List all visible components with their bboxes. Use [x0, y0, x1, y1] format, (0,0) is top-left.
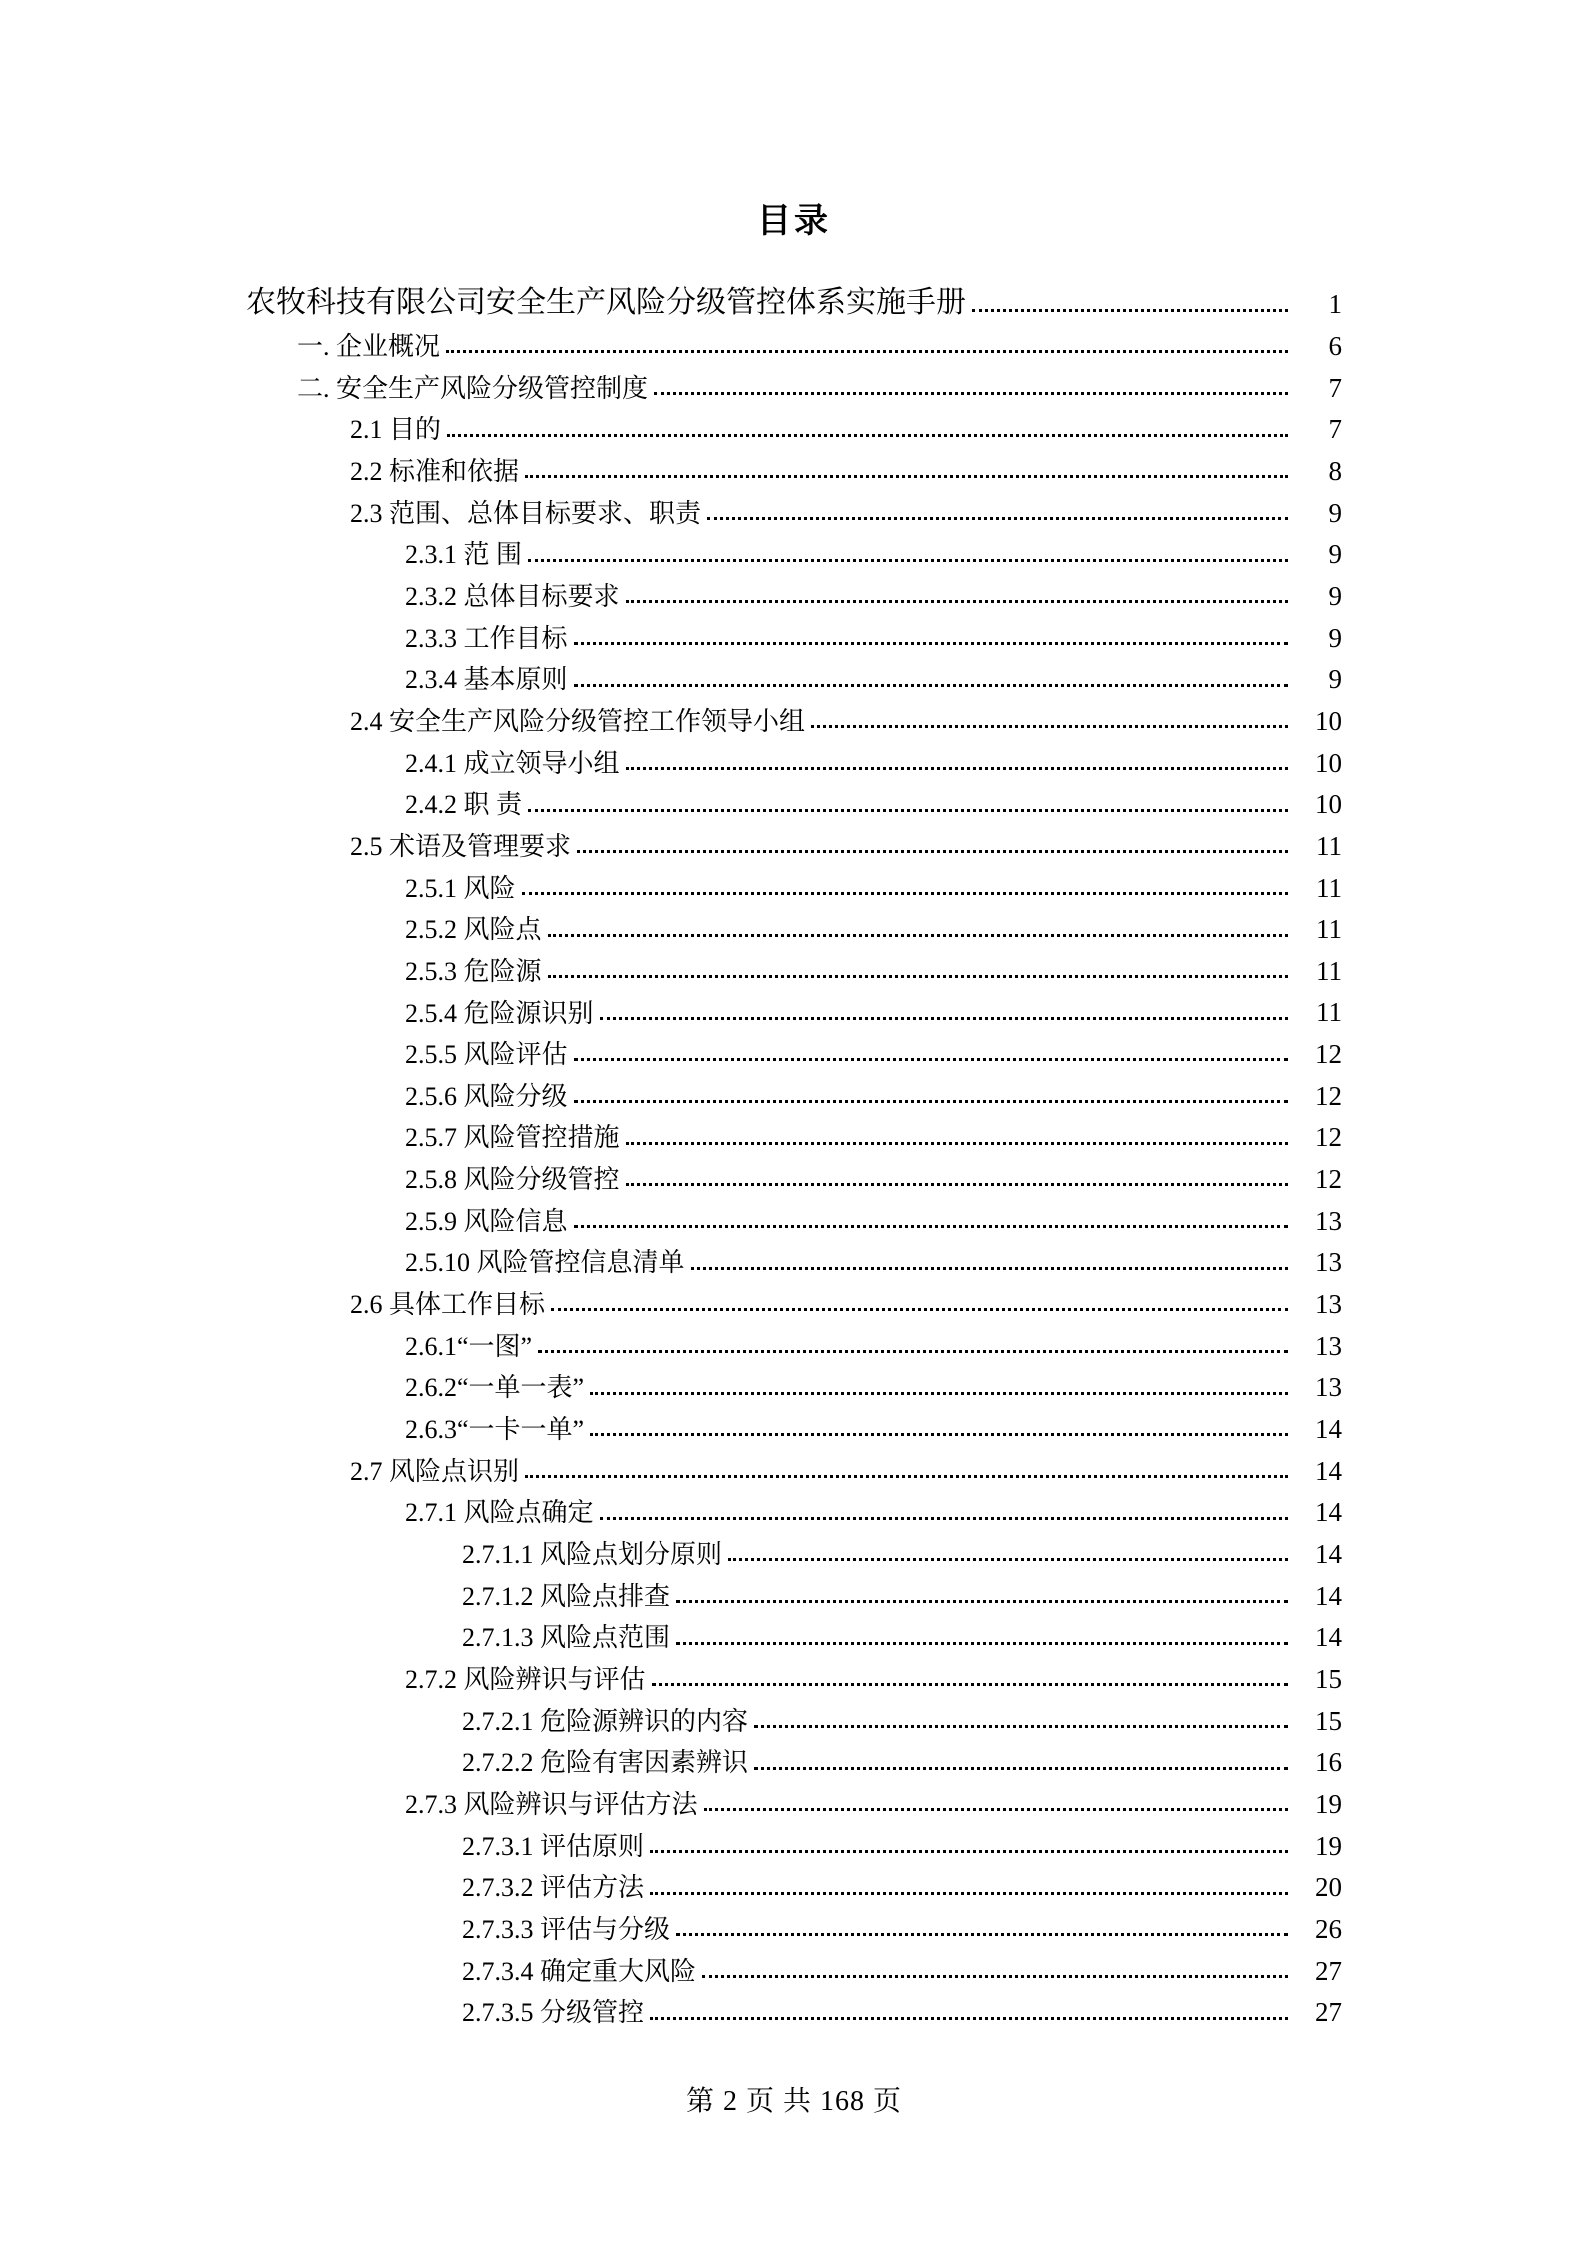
toc-entry-label: 2.1 目的: [350, 415, 442, 445]
dot-leader: [525, 475, 1288, 478]
dot-leader: [600, 1017, 1288, 1020]
toc-entry-label: 2.6 具体工作目标: [350, 1290, 546, 1320]
dot-leader: [676, 1642, 1288, 1645]
toc-entry-page: 9: [1328, 497, 1342, 528]
toc-entry-page: 15: [1315, 1663, 1342, 1694]
toc-entry-page: 13: [1315, 1205, 1342, 1236]
toc-entry: [246, 1235, 1342, 1277]
toc-entry-label: 2.5.8 风险分级管控: [405, 1165, 620, 1195]
dot-leader: [702, 1975, 1288, 1978]
toc-entry-label: 2.5.1 风险: [405, 873, 516, 903]
toc-entry-label: 二. 安全生产风险分级管控制度: [297, 373, 649, 403]
toc-entry: [246, 1860, 1342, 1902]
dot-leader: [574, 1225, 1288, 1228]
dot-leader: [704, 1808, 1288, 1811]
toc-entry-label: 2.4.2 职 责: [405, 790, 523, 820]
toc-entry-label: 2.3.3 工作目标: [405, 623, 568, 653]
toc-entry: [246, 1818, 1342, 1860]
toc-entry: [246, 777, 1342, 819]
toc-entry-page: 6: [1328, 330, 1342, 361]
toc-entry-page: 12: [1315, 1164, 1342, 1195]
toc-entry-page: 11: [1316, 830, 1342, 861]
toc-entry-label: 2.7.3 风险辨识与评估方法: [405, 1789, 698, 1819]
toc-entry-page: 7: [1328, 372, 1342, 403]
dot-leader: [525, 1475, 1288, 1478]
toc-entry-page: 7: [1328, 414, 1342, 445]
dot-leader: [574, 642, 1288, 645]
dot-leader: [548, 975, 1288, 978]
toc-entry: [246, 1277, 1342, 1319]
toc-entry-label: 2.6.2“一单一表”: [405, 1373, 585, 1403]
toc-entry-label: 2.5.7 风险管控措施: [405, 1123, 620, 1153]
dot-leader: [811, 725, 1288, 728]
toc-entry: [246, 1360, 1342, 1402]
toc-entry: [246, 1610, 1342, 1652]
toc-entry: [246, 1402, 1342, 1444]
toc-entry-label: 2.7.2.1 危险源辨识的内容: [462, 1706, 749, 1736]
toc-entry: [246, 1943, 1342, 1985]
toc-entry-page: 10: [1315, 705, 1342, 736]
dot-leader: [626, 1142, 1288, 1145]
toc-entry-page: 14: [1315, 1622, 1342, 1653]
toc-entry-page: 20: [1315, 1872, 1342, 1903]
toc-entry: [246, 985, 1342, 1027]
toc-entry: [246, 1318, 1342, 1360]
dot-leader: [707, 517, 1288, 520]
toc-entry: [246, 1110, 1342, 1152]
dot-leader: [676, 1933, 1288, 1936]
toc-entry: [246, 319, 1342, 361]
toc-entry: [246, 902, 1342, 944]
toc-entry-label: 2.7.3.1 评估原则: [462, 1831, 645, 1861]
toc-entry-page: 13: [1315, 1372, 1342, 1403]
dot-leader: [528, 809, 1288, 812]
toc-entry: [246, 1902, 1342, 1944]
dot-leader: [574, 1058, 1288, 1061]
dot-leader: [574, 684, 1288, 687]
toc-entry-label: 农牧科技有限公司安全生产风险分级管控体系实施手册: [246, 286, 966, 320]
dot-leader: [447, 434, 1288, 437]
dot-leader: [654, 392, 1288, 395]
toc-entry-label: 2.4.1 成立领导小组: [405, 748, 620, 778]
toc-entry: [246, 1693, 1342, 1735]
toc-entry-label: 2.6.1“一图”: [405, 1331, 533, 1361]
toc-entry: [246, 277, 1342, 319]
toc-entry-label: 2.5.4 危险源识别: [405, 998, 594, 1028]
toc-entry-label: 2.7.1.2 风险点排查: [462, 1581, 671, 1611]
dot-leader: [652, 1683, 1288, 1686]
toc-entry: [246, 485, 1342, 527]
toc-entry-page: 26: [1315, 1913, 1342, 1944]
toc-entry-page: 14: [1315, 1414, 1342, 1445]
dot-leader: [728, 1558, 1288, 1561]
dot-leader: [574, 1100, 1288, 1103]
toc-entry-page: 8: [1328, 455, 1342, 486]
toc-entry-label: 2.7.1.3 风险点范围: [462, 1623, 671, 1653]
toc-entry: [246, 527, 1342, 569]
dot-leader: [522, 892, 1288, 895]
toc-entry: [246, 860, 1342, 902]
toc-entry: [246, 1777, 1342, 1819]
toc-entry-page: 9: [1328, 622, 1342, 653]
toc-entry-page: 9: [1328, 664, 1342, 695]
dot-leader: [446, 350, 1288, 353]
toc-entry-page: 15: [1315, 1705, 1342, 1736]
toc-entry-label: 2.3.2 总体目标要求: [405, 581, 620, 611]
toc-entry: [246, 1485, 1342, 1527]
toc-entry-page: 11: [1316, 955, 1342, 986]
dot-leader: [528, 559, 1288, 562]
toc-entry-page: 13: [1315, 1247, 1342, 1278]
toc-entry-label: 2.7 风险点识别: [350, 1456, 520, 1486]
toc-entry-page: 16: [1315, 1747, 1342, 1778]
toc-entry: [246, 1527, 1342, 1569]
toc-entry-page: 10: [1315, 789, 1342, 820]
toc-entry-page: 13: [1315, 1330, 1342, 1361]
toc-entry-label: 2.7.3.4 确定重大风险: [462, 1956, 697, 1986]
toc-entry: [246, 1568, 1342, 1610]
toc-entry: [246, 610, 1342, 652]
toc-entry-label: 2.5.5 风险评估: [405, 1040, 568, 1070]
toc-entry-page: 11: [1316, 872, 1342, 903]
toc-entry: [246, 444, 1342, 486]
toc-entry: [246, 1735, 1342, 1777]
toc-entry-page: 9: [1328, 539, 1342, 570]
toc-entry-label: 2.7.3.5 分级管控: [462, 1998, 645, 2028]
toc-entry-label: 2.7.1 风险点确定: [405, 1498, 594, 1528]
toc-entry: [246, 1027, 1342, 1069]
dot-leader: [626, 600, 1288, 603]
dot-leader: [590, 1392, 1288, 1395]
toc-entry: [246, 1152, 1342, 1194]
toc-entry-page: 27: [1315, 1955, 1342, 1986]
toc-entry: [246, 735, 1342, 777]
toc-entry-page: 14: [1315, 1497, 1342, 1528]
dot-leader: [676, 1600, 1288, 1603]
toc-entry-label: 2.3.1 范 围: [405, 540, 523, 570]
toc-entry-label: 一. 企业概况: [297, 332, 441, 362]
toc-entry: [246, 1652, 1342, 1694]
toc-entry-label: 2.4 安全生产风险分级管控工作领导小组: [350, 706, 806, 736]
toc-entry-page: 14: [1315, 1539, 1342, 1569]
dot-leader: [600, 1517, 1288, 1520]
toc-entry-page: 11: [1316, 914, 1342, 945]
toc-entry-page: 12: [1315, 1039, 1342, 1070]
toc-entry-page: 1: [1328, 289, 1342, 320]
toc-entry-page: 12: [1315, 1080, 1342, 1111]
toc-entry-page: 19: [1315, 1830, 1342, 1861]
toc-entry-label: 2.7.2.2 危险有害因素辨识: [462, 1748, 749, 1778]
toc-entry: [246, 944, 1342, 986]
toc-entry-label: 2.5.9 风险信息: [405, 1206, 568, 1236]
dot-leader: [972, 309, 1288, 312]
dot-leader: [650, 1892, 1288, 1895]
dot-leader: [577, 850, 1288, 853]
toc-entry-label: 2.7.2 风险辨识与评估: [405, 1665, 646, 1695]
dot-leader: [754, 1725, 1288, 1728]
dot-leader: [538, 1350, 1288, 1353]
toc-entry: [246, 402, 1342, 444]
toc-entry-page: 19: [1315, 1788, 1342, 1819]
toc-entry: [246, 1443, 1342, 1485]
toc-entry-label: 2.7.3.2 评估方法: [462, 1873, 645, 1903]
toc-entry: [246, 694, 1342, 736]
toc-entry-label: 2.5.3 危险源: [405, 956, 542, 986]
toc-entry-label: 2.5.2 风险点: [405, 915, 542, 945]
toc-entry-label: 2.5.6 风险分级: [405, 1081, 568, 1111]
toc-entry-page: 14: [1315, 1580, 1342, 1611]
toc-entry: [246, 1193, 1342, 1235]
toc-entry-label: 2.5.10 风险管控信息清单: [405, 1248, 685, 1278]
toc-entry-label: 2.7.3.3 评估与分级: [462, 1914, 671, 1944]
dot-leader: [626, 1183, 1288, 1186]
toc-entry-page: 13: [1315, 1289, 1342, 1320]
toc-entry-label: 2.3.4 基本原则: [405, 665, 568, 695]
toc-entry-page: 11: [1316, 997, 1342, 1028]
dot-leader: [650, 2017, 1288, 2020]
toc-entry-label: 2.6.3“一卡一单”: [405, 1415, 585, 1445]
dot-leader: [691, 1267, 1288, 1270]
dot-leader: [551, 1308, 1288, 1311]
toc-entry-page: 10: [1315, 747, 1342, 778]
toc-entry-page: 14: [1315, 1455, 1342, 1486]
toc-entry-page: 12: [1315, 1122, 1342, 1153]
dot-leader: [650, 1850, 1288, 1853]
toc-entry-page: 27: [1315, 1997, 1342, 2028]
dot-leader: [754, 1767, 1288, 1770]
dot-leader: [590, 1433, 1288, 1436]
toc-entry-label: 2.5 术语及管理要求: [350, 831, 572, 861]
toc-entry: [246, 819, 1342, 861]
dot-leader: [548, 934, 1288, 937]
toc-entry: [246, 569, 1342, 611]
toc-entry: [246, 652, 1342, 694]
dot-leader: [626, 767, 1288, 770]
toc-entry: [246, 1068, 1342, 1110]
toc-title: 目录: [757, 203, 831, 240]
page-footer: 第 2 页 共 168 页: [685, 2086, 902, 2117]
toc-entry-label: 2.3 范围、总体目标要求、职责: [350, 498, 702, 528]
toc-entry-label: 2.7.1.1 风险点划分原则: [462, 1540, 723, 1570]
toc-entry: [246, 360, 1342, 402]
toc-list: [246, 277, 1342, 2027]
toc-entry-label: 2.2 标准和依据: [350, 456, 520, 486]
toc-entry: [246, 1985, 1342, 2027]
toc-entry-page: 9: [1328, 580, 1342, 611]
